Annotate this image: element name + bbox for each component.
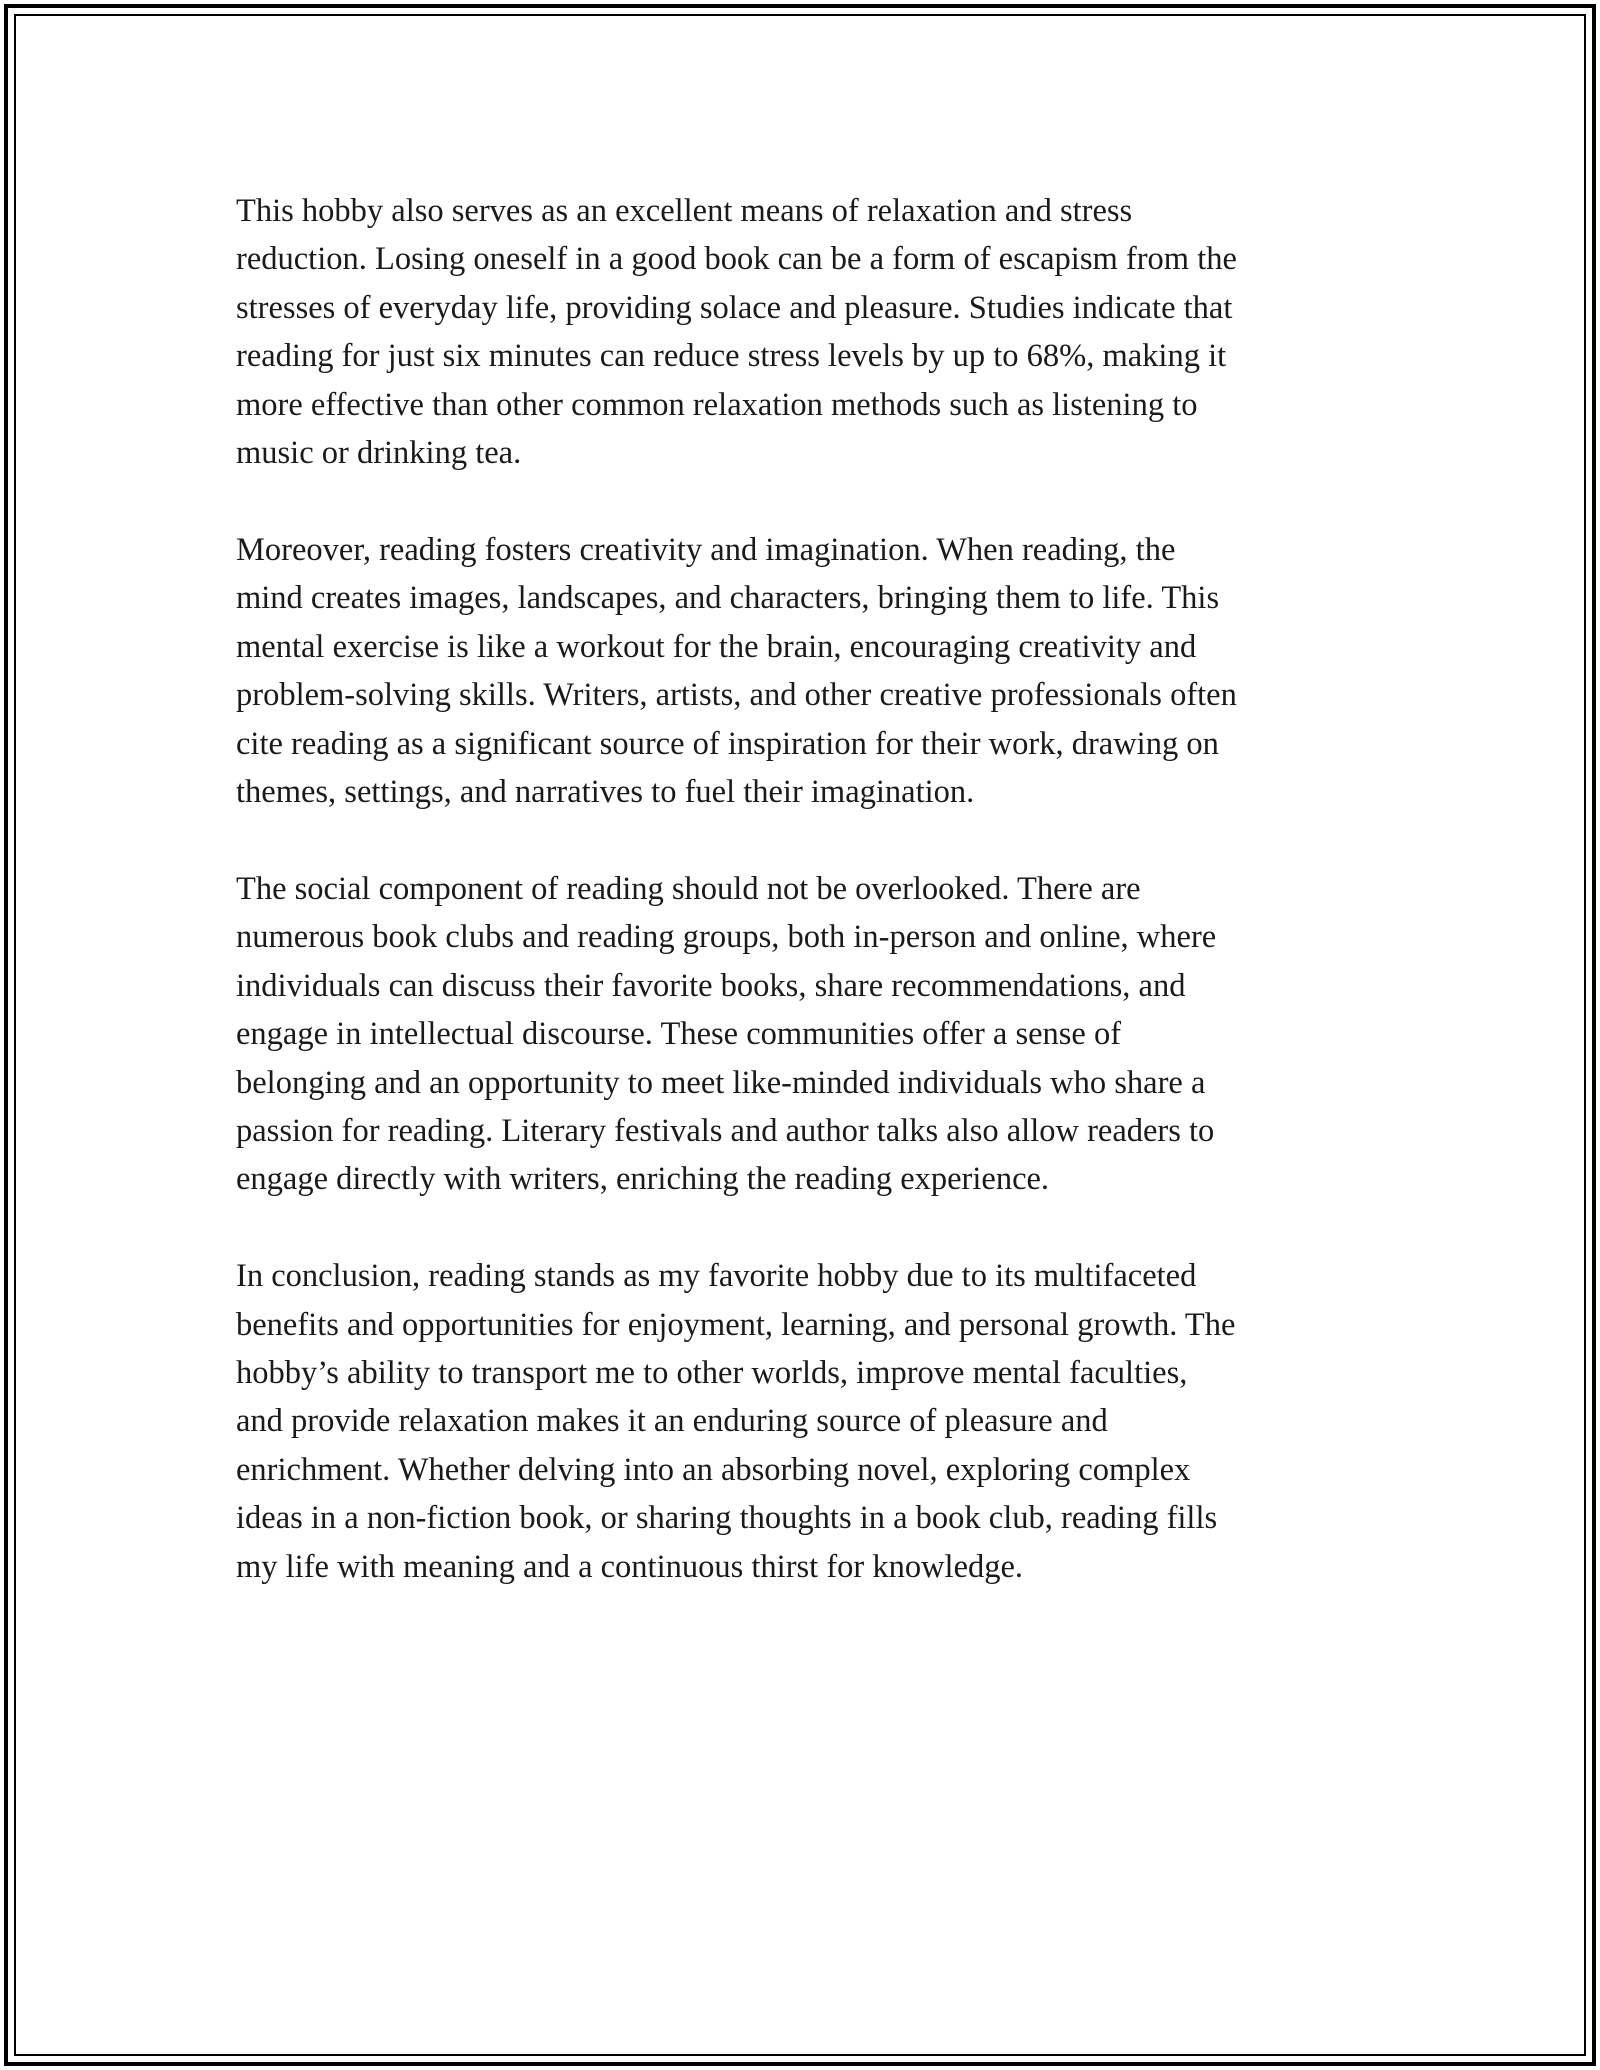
paragraph	[236, 526, 1386, 816]
text-line: belonging and an opportunity to meet like-minded individuals who share a	[236, 1064, 1206, 1101]
text-line: hobby’s ability to transport me to other worlds, improve mental faculties,	[236, 1355, 1188, 1392]
paragraph	[236, 187, 1386, 477]
text-line: problem-solving skills. Writers, artists, and other creative professionals often	[236, 677, 1237, 714]
text-line: my life with meaning and a continuous thirst for knowledge.	[236, 1548, 1024, 1585]
paragraph	[236, 1252, 1386, 1591]
text-line: individuals can discuss their favorite books, share recommendations, and	[236, 967, 1186, 1004]
text-line: numerous book clubs and reading groups, both in-person and online, where	[236, 919, 1217, 956]
text-line: mind creates images, landscapes, and characters, bringing them to life. This	[236, 580, 1220, 617]
text-line: In conclusion, reading stands as my favorite hobby due to its multifaceted	[236, 1258, 1197, 1295]
text-line: music or drinking tea.	[236, 435, 522, 472]
text-line: This hobby also serves as an excellent means of relaxation and stress	[236, 193, 1133, 229]
text-line: themes, settings, and narratives to fuel their imagination.	[236, 773, 975, 810]
paragraph	[236, 865, 1386, 1204]
text-line: mental exercise is like a workout for the brain, encouraging creativity and	[236, 628, 1197, 665]
text-line: cite reading as a significant source of inspiration for their work, drawing on	[236, 725, 1219, 762]
text-line: enrichment. Whether delving into an absorbing novel, exploring complex	[236, 1451, 1191, 1488]
text-line: reading for just six minutes can reduce stress levels by up to 68%, making it	[236, 338, 1227, 375]
text-line: reduction. Losing oneself in a good book can be a form of escapism from the	[236, 241, 1237, 278]
text-line: ideas in a non-fiction book, or sharing thoughts in a book club, reading fills	[236, 1500, 1218, 1537]
text-line: more effective than other common relaxation methods such as listening to	[236, 386, 1198, 423]
text-line: benefits and opportunities for enjoyment, learning, and personal growth. The	[236, 1306, 1236, 1343]
text-line: stresses of everyday life, providing solace and pleasure. Studies indicate that	[236, 289, 1233, 326]
text-line: engage in intellectual discourse. These communities offer a sense of	[236, 1016, 1122, 1053]
document-body	[236, 187, 1386, 1640]
text-line: and provide relaxation makes it an enduring source of pleasure and	[236, 1403, 1108, 1440]
text-line: The social component of reading should not be overlooked. There are	[236, 870, 1141, 907]
text-line: Moreover, reading fosters creativity and imagination. When reading, the	[236, 531, 1176, 568]
text-line: engage directly with writers, enriching the reading experience.	[236, 1161, 1050, 1198]
text-line: passion for reading. Literary festivals and author talks also allow readers to	[236, 1112, 1215, 1149]
